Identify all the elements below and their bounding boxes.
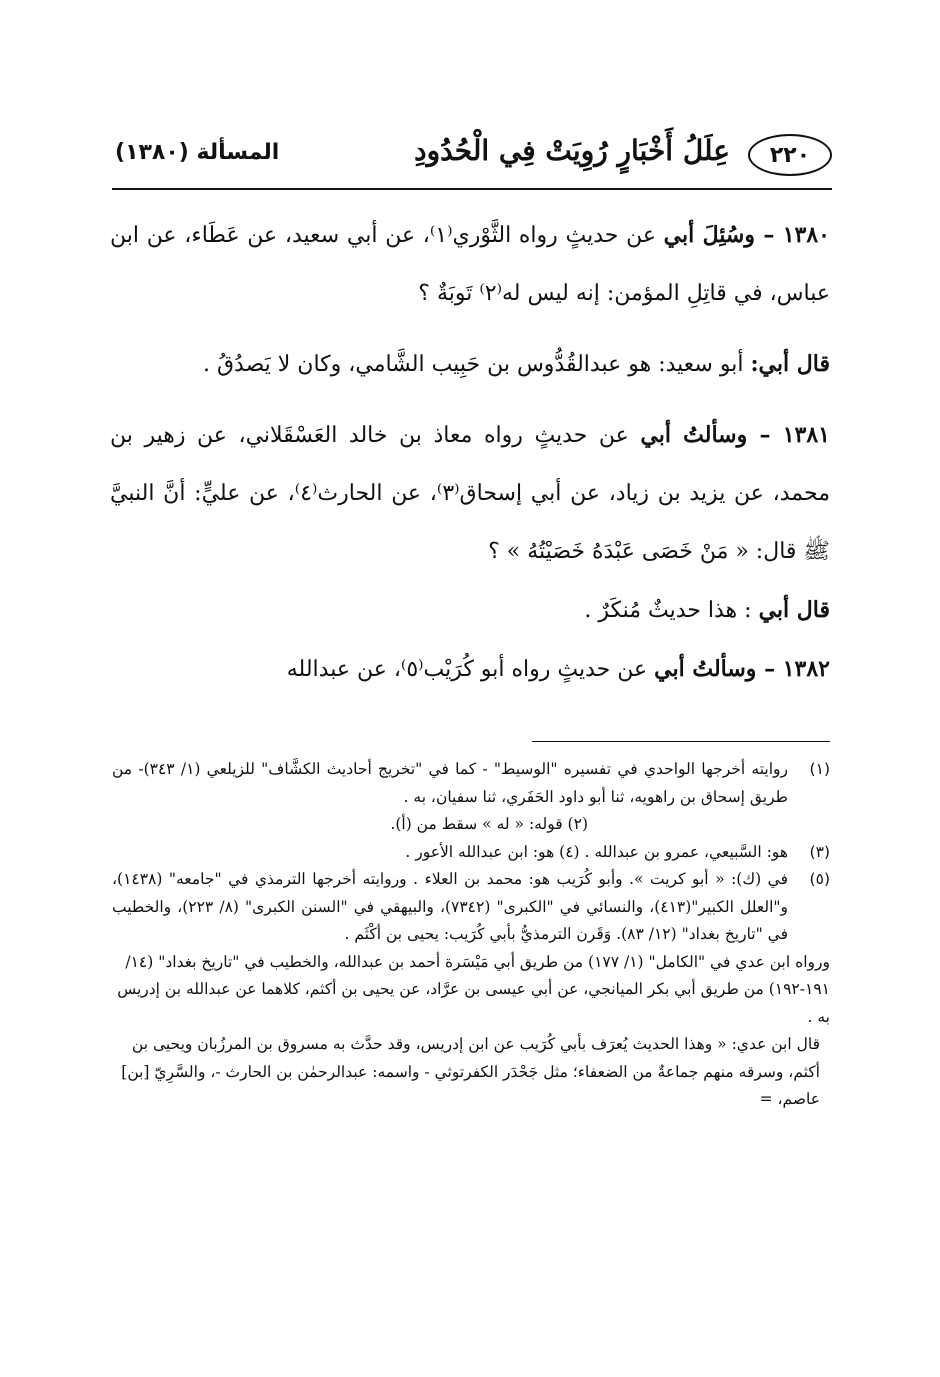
- footnote-text: في (ك): « أبو كريت ». وأبو كُرَيب هو: محمد بن العلاء . وروايته أخرجها الترمذي في "جامعه" (١٤٣٨)، و"العلل الكبير"(٤١٣)، والنسائي في "الكبرى" (٧٣٤٢)، والبيهقي في "السنن الكبرى" (٨/ ٢٢٣)، والخطيب في "تاريخ بغداد" (١٢/ ٨٣). وَقَرن الترمذيُّ بأبي كُرَيب: يحيى بن أكْثَم .: [112, 870, 788, 943]
- entry-text: عن حديثٍ رواه أبو كُرَيْب⁽٥⁾، عن عبدالله: [286, 657, 655, 682]
- entry-text: عن حديثٍ رواه معاذ بن خالد العَسْقَلاني، عن زهير بن محمد، عن يزيد بن زياد، عن أبي إسحاق⁽٣⁾، عن الحارث⁽٤⁾، عن عليٍّ: أنَّ النبيَّ ﷺ قال: « مَنْ خَصَى عَبْدَهُ خَصَيْتُهُ » ؟: [110, 423, 831, 564]
- footnote-3: [112, 839, 830, 867]
- issue-label: المسألة (١٣٨٠): [115, 140, 280, 165]
- footnote-number: (٣): [809, 842, 830, 861]
- entry-lead: قال أبي: [758, 597, 830, 623]
- footnote-text: روايته أخرجها الواحدي في تفسيره "الوسيط" - كما في "تخريج أحاديث الكشَّاف" للزيلعي (١/ ٣٤٣)- من طريق إسحاق بن راهويه، ثنا أبو داود الحَفَري، ثنا سفيان، به .: [112, 760, 788, 806]
- footnote-number: (٥): [809, 870, 830, 888]
- entry-lead: ١٣٨٠ – وسُئِلَ أبي: [663, 222, 830, 248]
- entry-lead: قال أبي:: [750, 351, 830, 377]
- entry-1382: [110, 640, 830, 699]
- entry-lead: ١٣٨١ – وسألتُ أبي: [640, 422, 830, 448]
- entry-1380: [110, 206, 830, 323]
- footnote-divider: [532, 741, 830, 742]
- footnote-text: هو: السَّبيعي، عمرو بن عبدالله . (٤) هو: ابن عبدالله الأعور .: [405, 842, 788, 861]
- entry-1380-answer: [110, 335, 830, 394]
- footnote-1: [112, 756, 830, 839]
- footnote-continuation: قال ابن عدي: « وهذا الحديث يُعرَف بأبي كُرَيب عن ابن إدريس، وقد حدَّث به مسروق بن المرزُبان ويحيى بن أكثم، وسرقه منهم جماعةٌ من الضعفاء؛ مثل جَحْدَر الكفرتوثي - واسمه: عبدالرحمٰن بن الحارث -، والسَّرِيّ [بن] عاصم، =: [121, 1035, 820, 1108]
- footnote-5: [112, 866, 830, 949]
- entry-1381: [110, 406, 830, 581]
- entry-text: عن حديثٍ رواه الثَّوْري⁽١⁾، عن أبي سعيد، عن عَطَاء، عن ابن عباس، في قاتِلِ المؤمن: إنه ليس له⁽٢⁾ تَوبَةٌ ؟: [110, 223, 830, 306]
- entry-text: أبو سعيد: هو عبدالقُدُّوس بن حَبِيب الشَّامي، وكان لا يَصدُقُ .: [202, 352, 751, 377]
- footnotes: [112, 756, 830, 1114]
- footnote-continuation: ورواه ابن عدي في "الكامل" (١/ ١٧٧) من طريق أبي مَيْسَرة أحمد بن عبدالله، والخطيب في "تاريخ بغداد" (١٤/ ١٩١-١٩٢) من طريق أبي بكر الميانجي، عن أبي عيسى بن عرَّاد، عن يحيى بن أكثم، كلاهما عن عبدالله بن إدريس به .: [117, 952, 830, 1026]
- main-text: [110, 206, 830, 699]
- header-divider: [112, 188, 832, 190]
- footnote-number: (١): [809, 760, 830, 778]
- entry-text: : هذا حديثٌ مُنكَرٌ .: [584, 598, 759, 623]
- page-number: ٢٢٠: [748, 134, 832, 176]
- footnote-text: (٢) قوله: « له » سقط من (أ).: [390, 815, 588, 833]
- entry-lead: ١٣٨٢ – وسألتُ أبي: [654, 656, 830, 682]
- entry-1381-answer: [110, 581, 830, 640]
- page-header: [115, 128, 832, 184]
- book-title: عِلَلُ أَخْبَارٍ رُوِيَتْ فِي الْحُدُودِ: [414, 134, 730, 167]
